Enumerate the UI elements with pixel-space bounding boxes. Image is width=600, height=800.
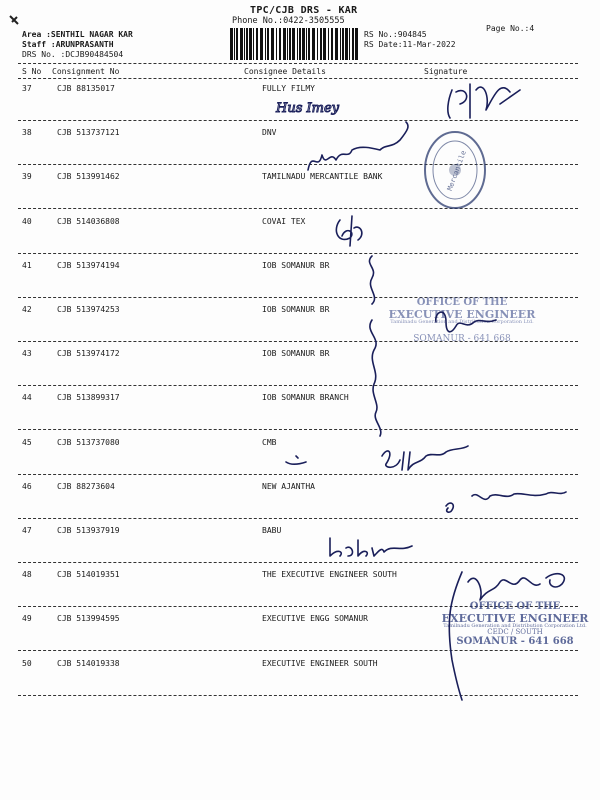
row-consignment-number: CJB 88135017 bbox=[57, 84, 115, 93]
page-number: Page No.:4 bbox=[486, 24, 535, 33]
row-consignment-number: CJB 513991462 bbox=[57, 172, 120, 181]
row-serial-number: 49 bbox=[22, 614, 32, 623]
stamp-line: EXECUTIVE ENGINEER bbox=[388, 307, 536, 321]
row-consignee-name: EXECUTIVE ENGG SOMANUR bbox=[262, 614, 368, 623]
row-consignee-name: IOB SOMANUR BR bbox=[262, 305, 330, 314]
row-consignee-name: THE EXECUTIVE ENGINEER SOUTH bbox=[262, 570, 397, 579]
row-consignee-name: TAMILNADU MERCANTILE BANK bbox=[262, 172, 383, 181]
signature-row-47 bbox=[330, 538, 412, 556]
row-serial-number: 48 bbox=[22, 570, 32, 579]
signature-mark-45 bbox=[286, 456, 306, 464]
row-consignee-name: NEW AJANTHA bbox=[262, 482, 315, 491]
rs-date: RS Date:11-Mar-2022 bbox=[364, 40, 456, 49]
row-consignee-name: IOB SOMANUR BRANCH bbox=[262, 393, 349, 402]
row-serial-number: 42 bbox=[22, 305, 32, 314]
row-serial-number: 41 bbox=[22, 261, 32, 270]
row-consignment-number: CJB 513994595 bbox=[57, 614, 120, 623]
row-serial-number: 39 bbox=[22, 172, 32, 181]
stamp-line: OFFICE OF THE bbox=[469, 601, 561, 612]
signature-rows-41-44 bbox=[369, 256, 380, 436]
row-consignee-name: DNV bbox=[262, 128, 277, 137]
row-serial-number: 37 bbox=[22, 84, 32, 93]
handwritten-note-37: Hus Imey bbox=[276, 101, 340, 116]
row-consignee-name: BABU bbox=[262, 526, 282, 535]
signature-row-37 bbox=[448, 84, 520, 118]
row-consignee-name: CMB bbox=[262, 438, 277, 447]
stamp-line: EXECUTIVE ENGINEER bbox=[441, 611, 589, 625]
row-consignment-number: CJB 513737080 bbox=[57, 438, 120, 447]
stamp-line: CEDC / SOUTH bbox=[487, 628, 543, 637]
stamp-line: SOMANUR - 641 668 bbox=[456, 635, 574, 647]
row-serial-number: 45 bbox=[22, 438, 32, 447]
row-consignment-number: CJB 513974172 bbox=[57, 349, 120, 358]
row-consignee-name: EXECUTIVE ENGINEER SOUTH bbox=[262, 659, 378, 668]
row-consignment-number: CJB 513737121 bbox=[57, 128, 120, 137]
row-consignment-number: CJB 514036808 bbox=[57, 217, 120, 226]
document-title: TPC/CJB DRS - KAR bbox=[250, 5, 358, 16]
col-header-consignee: Consignee Details bbox=[244, 67, 326, 76]
row-consignment-number: CJB 513974253 bbox=[57, 305, 120, 314]
row-consignment-number: CJB 88273604 bbox=[57, 482, 115, 491]
stamp-line: SOMANUR - 641 668 bbox=[413, 334, 511, 345]
drs-number: DRS No. :DCJB90484504 bbox=[22, 50, 124, 59]
row-serial-number: 38 bbox=[22, 128, 32, 137]
phone-number: Phone No.:0422-3505555 bbox=[232, 16, 345, 26]
col-header-sno: S No bbox=[22, 67, 42, 76]
signature-row-40 bbox=[336, 216, 361, 246]
row-consignment-number: CJB 513974194 bbox=[57, 261, 120, 270]
rs-number: RS No.:904845 bbox=[364, 30, 427, 39]
row-serial-number: 40 bbox=[22, 217, 32, 226]
row-serial-number: 46 bbox=[22, 482, 32, 491]
row-serial-number: 44 bbox=[22, 393, 32, 402]
row-consignment-number: CJB 513899317 bbox=[57, 393, 120, 402]
signature-row-38 bbox=[308, 122, 408, 170]
row-consignee-name: COVAI TEX bbox=[262, 217, 306, 226]
svg-text:Mercantile: Mercantile bbox=[445, 149, 468, 192]
row-consignment-number: CJB 514019351 bbox=[57, 570, 120, 579]
signature-row-46 bbox=[446, 492, 566, 512]
row-consignment-number: CJB 513937919 bbox=[57, 526, 120, 535]
col-header-signature: Signature bbox=[424, 67, 468, 76]
row-consignment-number: CJB 514019338 bbox=[57, 659, 120, 668]
stamp-line: Tamilnadu Generation and Distribution Corporation Ltd. bbox=[443, 623, 587, 630]
row-serial-number: 47 bbox=[22, 526, 32, 535]
row-consignee-name: IOB SOMANUR BR bbox=[262, 349, 330, 358]
stamp-line: Tamilnadu Generation and Distribution Corporation Ltd. bbox=[390, 319, 534, 326]
signature-row-42 bbox=[436, 312, 496, 332]
row-serial-number: 43 bbox=[22, 349, 32, 358]
signature-rows-48-50 bbox=[449, 572, 564, 700]
row-consignee-name: IOB SOMANUR BR bbox=[262, 261, 330, 270]
row-consignee-name: FULLY FILMY bbox=[262, 84, 315, 93]
stamp-line: OFFICE OF THE bbox=[416, 297, 508, 308]
staff-label: Staff :ARUNPRASANTH bbox=[22, 40, 114, 49]
row-serial-number: 50 bbox=[22, 659, 32, 668]
col-header-consignment: Consignment No bbox=[52, 67, 120, 76]
area-label: Area :SENTHIL NAGAR KAR bbox=[22, 30, 133, 39]
signature-row-45 bbox=[382, 446, 468, 470]
